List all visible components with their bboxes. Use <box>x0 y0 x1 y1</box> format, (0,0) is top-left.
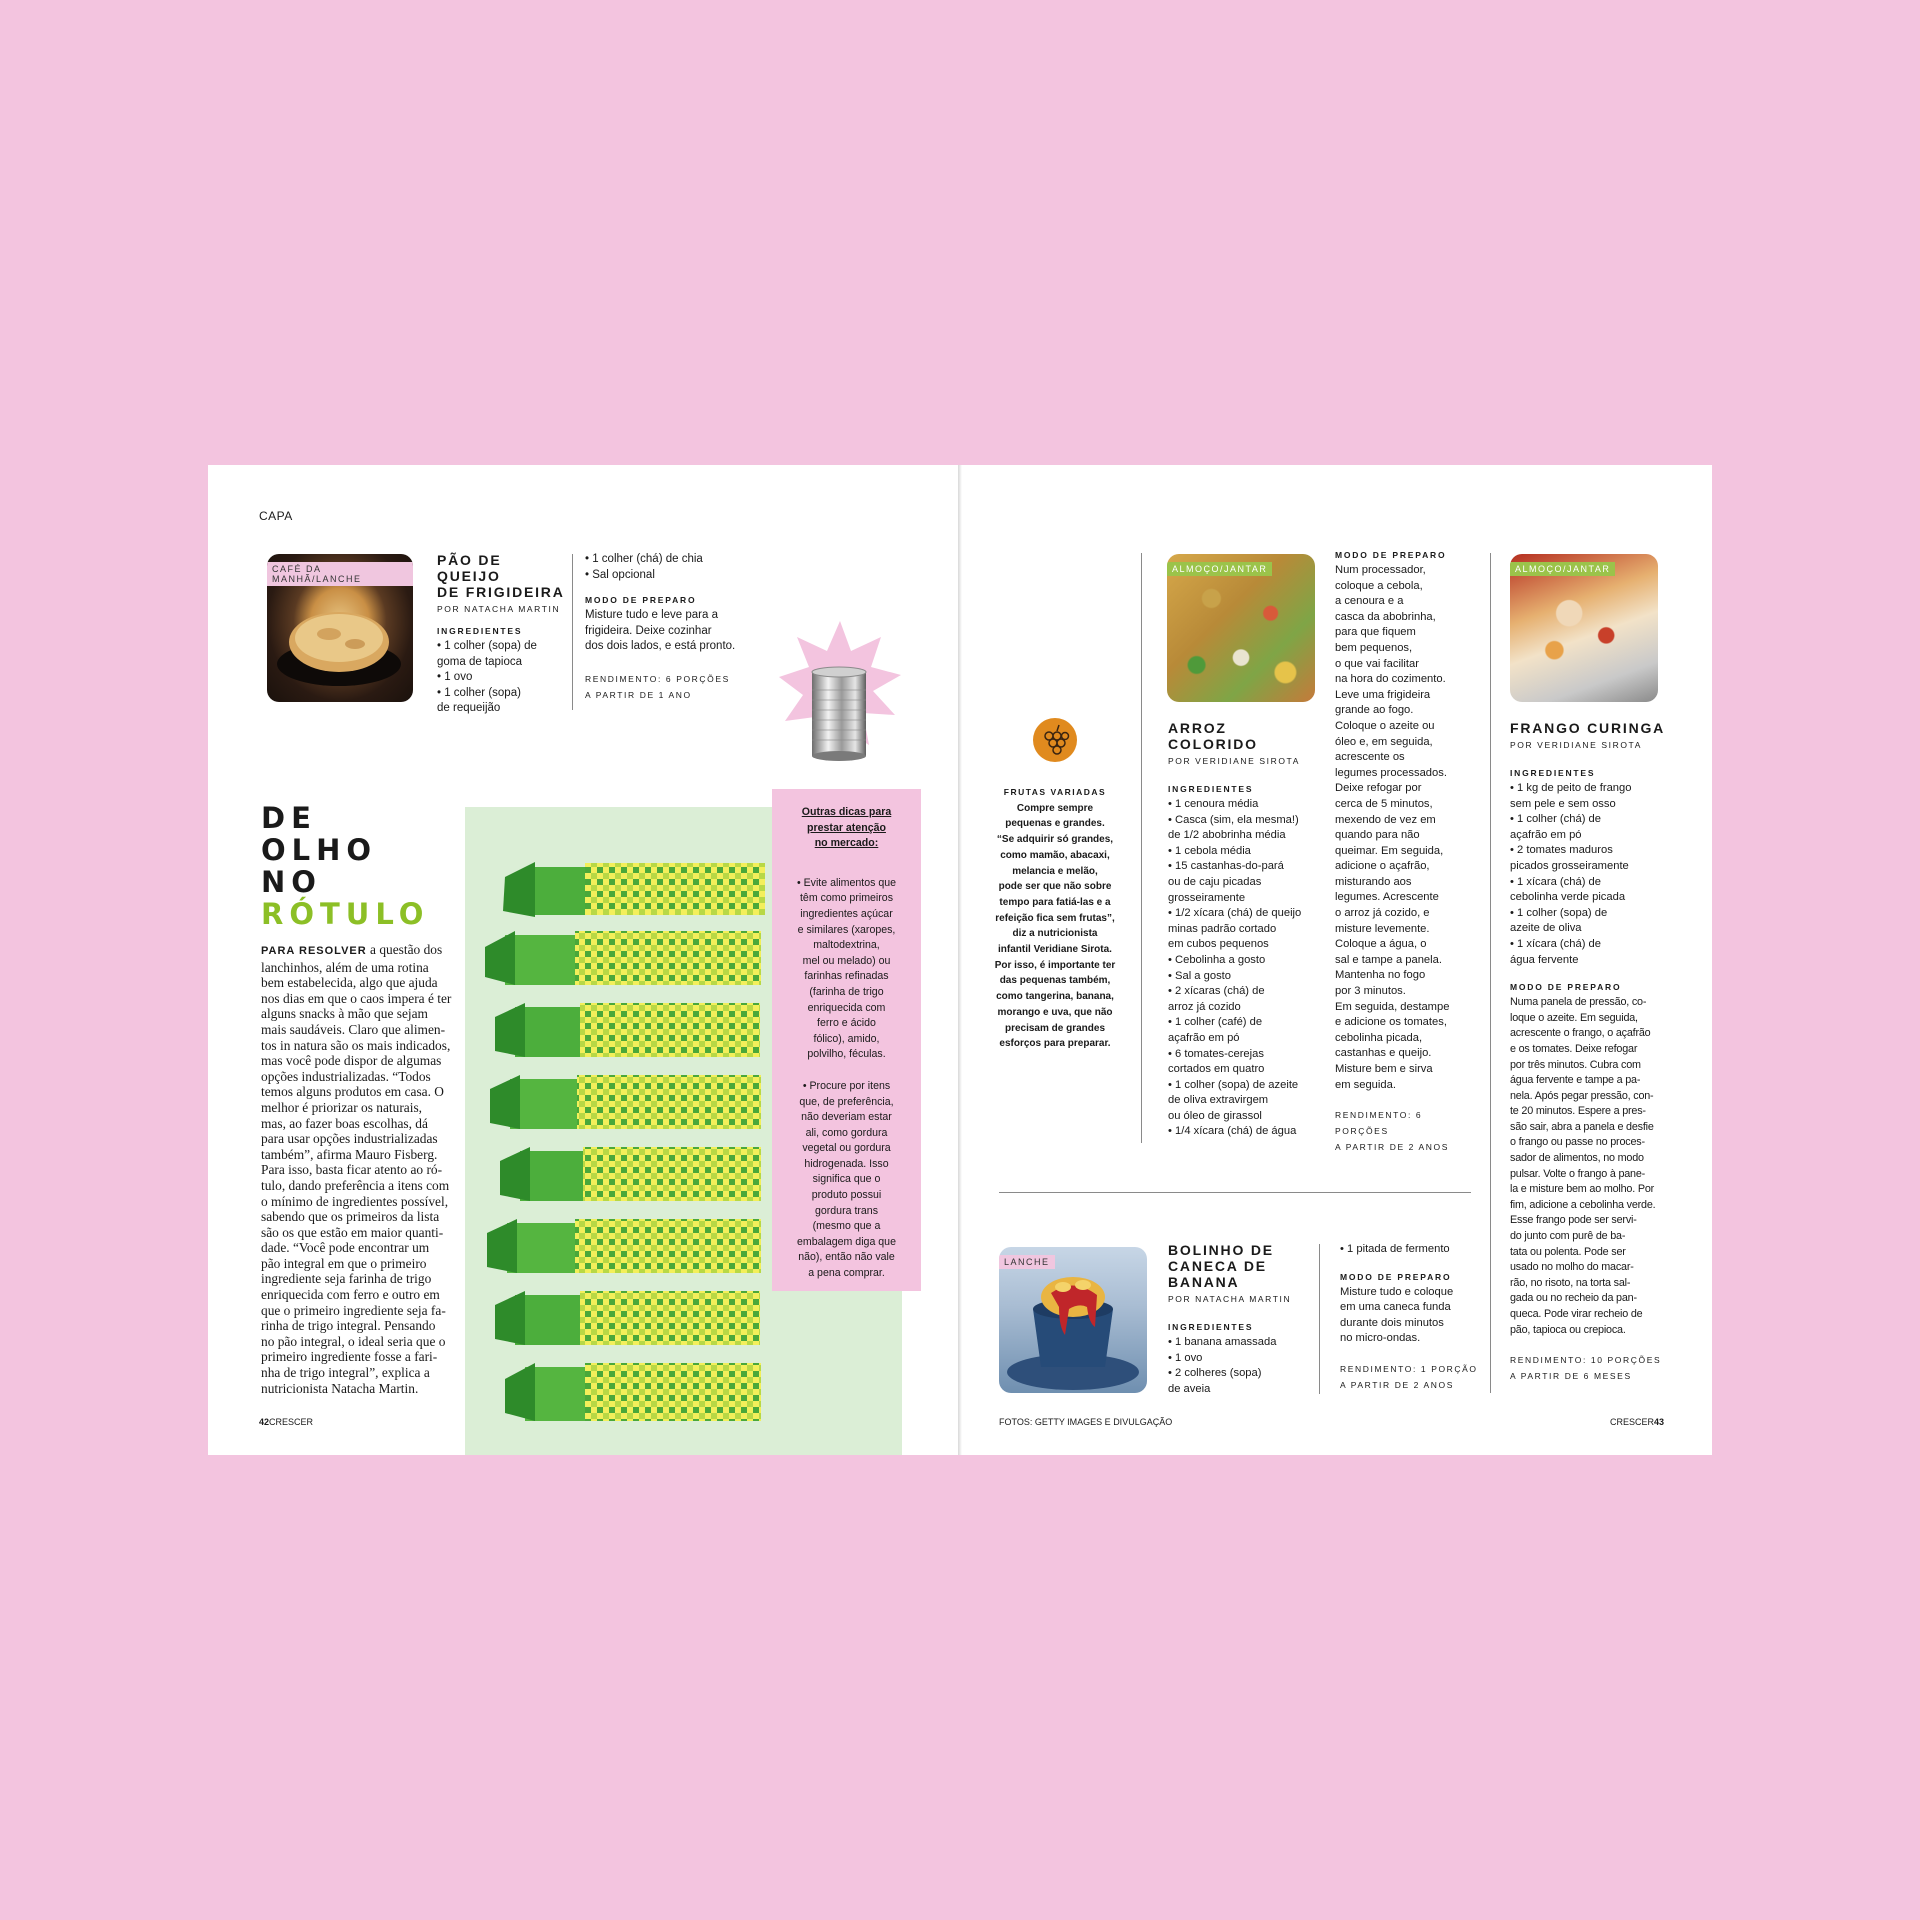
method-label: MODO DE PREPARO <box>1335 550 1447 560</box>
fruit-tip-box: FRUTAS VARIADAS Compre sempre pequenas e grandes. “Se adquirir só grandes, como mamão, abacaxi, melancia e melão, pode ser que não sobre tempo para fatiá-las e a refeição fica sem frutas”, diz a nutricionista infantil Veridiane Sirota. Por isso, é importante ter das pequenas também, como tangerina, banana, morango e uva, que não precisam de grandes esforços para preparar. <box>994 787 1116 1050</box>
pao-de-queijo-photo <box>267 554 413 702</box>
article-body: PARA RESOLVER a questão dos lanchinhos, além de uma rotina bem estabelecida, algo que ajuda nos dias em que o caos impera é ter alguns snacks à mão que sejam mais saudáveis. Claro que alimen- tos in natura são os mais indicados, mas você pode dispor de algumas opções industrializadas. “Todos temos alguns produtos em casa. O melhor é priorizar os naturais, mas, ao fazer boas escolhas, dá para usar opções industrializadas também”, afirma Mauro Fisberg. Para isso, basta ficar atento ao ró- tulo, dando preferência a itens com o mínimo de ingredientes possível, sabendo que os primeiros da lista são os que estão em maior quanti- dade. “Você pode encontrar um pão integral em que o primeiro ingrediente seja farinha de trigo enriquecida com ferro e outro em que o primeiro ingrediente seja fa- rinha de trigo integral. Pensando no pão integral, o ideal seria que o primeiro ingrediente fosse a fari- nha de trigo integral”, explica a nutricionista Natacha Martin. <box>261 942 452 1396</box>
recipe-pao-de-queijo-col2 <box>585 552 745 703</box>
page-folio-left: 42CRESCER <box>259 1417 314 1427</box>
recipe-author: POR NATACHA MARTIN <box>437 604 561 614</box>
method-text: Misture tudo e leve para a frigideira. Deixe cozinhar dos dois lados, e está pronto. <box>585 609 736 653</box>
recipe-arroz-colorido <box>1168 720 1318 1140</box>
recipe-pao-de-queijo <box>437 552 567 717</box>
tips-box <box>772 789 921 1291</box>
column-divider <box>572 554 573 710</box>
bolinho-photo <box>999 1247 1147 1393</box>
page-gutter <box>958 465 962 1455</box>
photo-credits: FOTOS: GETTY IMAGES E DIVULGAÇÃO <box>999 1417 1173 1427</box>
method-label: MODO DE PREPARO <box>1340 1271 1452 1282</box>
ingredients-label: INGREDIENTES <box>1168 784 1254 794</box>
method-text: Numa panela de pressão, co- loque o azeite. Em seguida, acrescente o frango, o açafrão e os tomates. Deixe refogar por três minutos. Cubra com água fervente e tampe a pa- nela. Após pegar pressão, con- te 20 minutos. Espere a pres- são sair, abra a panela e desfie o frango ou passe no proces- sador de alimentos, no modo pulsar. Volte o frango à pane- la e misture bem ao molho. Por fim, adicione a cebolinha verde. Esse frango pode ser servi- do junto com purê de ba- tata ou polenta. Pode ser usado no molho do macar- rão, no risoto, na torta sal- gada ou no recheio da pan- queca. Pode virar recheio de pão, tapioca ou crepioca. <box>1510 996 1656 1336</box>
recipe-tag: LANCHE <box>999 1255 1055 1269</box>
recipe-tag: ALMOÇO/JANTAR <box>1167 562 1272 576</box>
recipe-author: POR VERIDIANE SIROTA <box>1168 756 1300 766</box>
page-folio-right: CRESCER43 <box>1610 1417 1665 1427</box>
recipe-bolinho <box>1168 1242 1318 1397</box>
recipe-tag: ALMOÇO/JANTAR <box>1510 562 1615 576</box>
recipe-yield: RENDIMENTO: 6 PORÇÕES A PARTIR DE 2 ANOS <box>1335 1110 1449 1153</box>
frango-curinga-photo <box>1510 554 1658 702</box>
arroz-colorido-photo <box>1167 554 1315 702</box>
tip-item: • Evite alimentos que têm como primeiros ingredientes açúcar e similares (xaropes, maltodextrina, mel ou melado) ou farinhas refinadas (farinha de trigo enriquecida com ferro e ácido fólico), amido, polvilho, féculas. <box>796 876 897 1061</box>
recipe-frango-curinga <box>1510 720 1678 1384</box>
method-text: Misture tudo e coloque em uma caneca funda durante dois minutos no micro-ondas. <box>1340 1285 1454 1345</box>
article-headline: DE OLHO NO RÓTULO <box>261 801 430 931</box>
ingredients-list: • 1 kg de peito de frango sem pele e sem osso • 1 colher (chá) de açafrão em pó • 2 tomates maduros picados grosseiramente • 1 xícara (chá) de cebolinha verde picada • 1 colher (sopa) de azeite de oliva • 1 xícara (chá) de água fervente <box>1510 782 1632 966</box>
tin-can-icon <box>808 666 870 766</box>
recipe-title: PÃO DE QUEIJO DE FRIGIDEIRA <box>437 552 565 600</box>
method-label: MODO DE PREPARO <box>585 595 697 606</box>
recipe-title: FRANGO CURINGA <box>1510 720 1666 736</box>
ingredients-label: INGREDIENTES <box>437 626 523 636</box>
ingredients-list-cont: • 1 pitada de fermento <box>1340 1243 1450 1255</box>
method-label: MODO DE PREPARO <box>1510 982 1622 993</box>
recipe-author: POR VERIDIANE SIROTA <box>1510 740 1642 750</box>
recipe-arroz-method <box>1335 550 1475 1155</box>
ingredients-label: INGREDIENTES <box>1510 768 1596 778</box>
recipe-yield: RENDIMENTO: 1 PORÇÃO A PARTIR DE 2 ANOS <box>1340 1363 1478 1390</box>
tips-title: Outras dicas para prestar atenção no mercado: <box>801 806 892 850</box>
recipe-bolinho-col2 <box>1340 1242 1490 1393</box>
method-text: Num processador, coloque a cebola, a cenoura e a casca da abobrinha, para que fiquem bem pequenos, o que vai facilitar na hora do cozimento. Leve uma frigideira grande ao fogo. Coloque o azeite ou óleo e, em seguida, acrescente os legumes processados. Deixe refogar por cerca de 5 minutos, mexendo de vez em quando para não queimar. Em seguida, adicione o açafrão, misturando aos legumes. Acrescente o arroz já cozido, e misture levemente. Coloque a água, o sal e tampe a panela. Mantenha no fogo por 3 minutos. Em seguida, destampe e adicione os tomates, cebolinha picada, castanhas e queijo. Misture bem e sirva em seguida. <box>1335 564 1450 1091</box>
section-divider <box>999 1192 1471 1193</box>
column-divider <box>1319 1244 1320 1394</box>
section-label: CAPA <box>259 509 293 523</box>
recipe-title: ARROZ COLORIDO <box>1168 720 1258 752</box>
column-divider <box>1490 553 1491 1393</box>
recipe-author: POR NATACHA MARTIN <box>1168 1294 1292 1304</box>
ingredients-list-cont: • 1 colher (chá) de chia • Sal opcional <box>585 553 703 581</box>
tip-item: • Procure por itens que, de preferência, não deveriam estar ali, como gordura vegetal ou gordura hidrogenada. Isso significa que o produto possui gordura trans (mesmo que a embalagem diga que não), então não vale a pena comprar. <box>797 1079 896 1280</box>
ingredients-list: • 1 banana amassada • 1 ovo • 2 colheres (sopa) de aveia <box>1168 1336 1277 1395</box>
ingredients-list: • 1 cenoura média • Casca (sim, ela mesma!) de 1/2 abobrinha média • 1 cebola média • 15 castanhas-do-pará ou de caju picadas grosseiramente • 1/2 xícara (chá) de queijo minas padrão cortado em cubos pequenos • Cebolinha a gosto • Sal a gosto • 2 xícaras (chá) de arroz já cozido • 1 colher (café) de açafrão em pó • 6 tomates-cerejas cortados em quatro • 1 colher (sopa) de azeite de oliva extravirgem ou óleo de girassol • 1/4 xícara (chá) de água <box>1168 798 1302 1138</box>
column-divider <box>1141 553 1142 1143</box>
recipe-yield: RENDIMENTO: 10 PORÇÕES A PARTIR DE 6 MESES <box>1510 1355 1662 1382</box>
recipe-yield: RENDIMENTO: 6 PORÇÕES A PARTIR DE 1 ANO <box>585 673 730 700</box>
recipe-tag: CAFÉ DA MANHÃ/LANCHE <box>267 562 413 586</box>
ingredients-label: INGREDIENTES <box>1168 1322 1254 1332</box>
grapes-icon <box>1032 717 1078 763</box>
ingredients-list: • 1 colher (sopa) de goma de tapioca • 1 ovo • 1 colher (sopa) de requeijão <box>437 640 537 715</box>
recipe-title: BOLINHO DE CANECA DE BANANA <box>1168 1242 1274 1290</box>
